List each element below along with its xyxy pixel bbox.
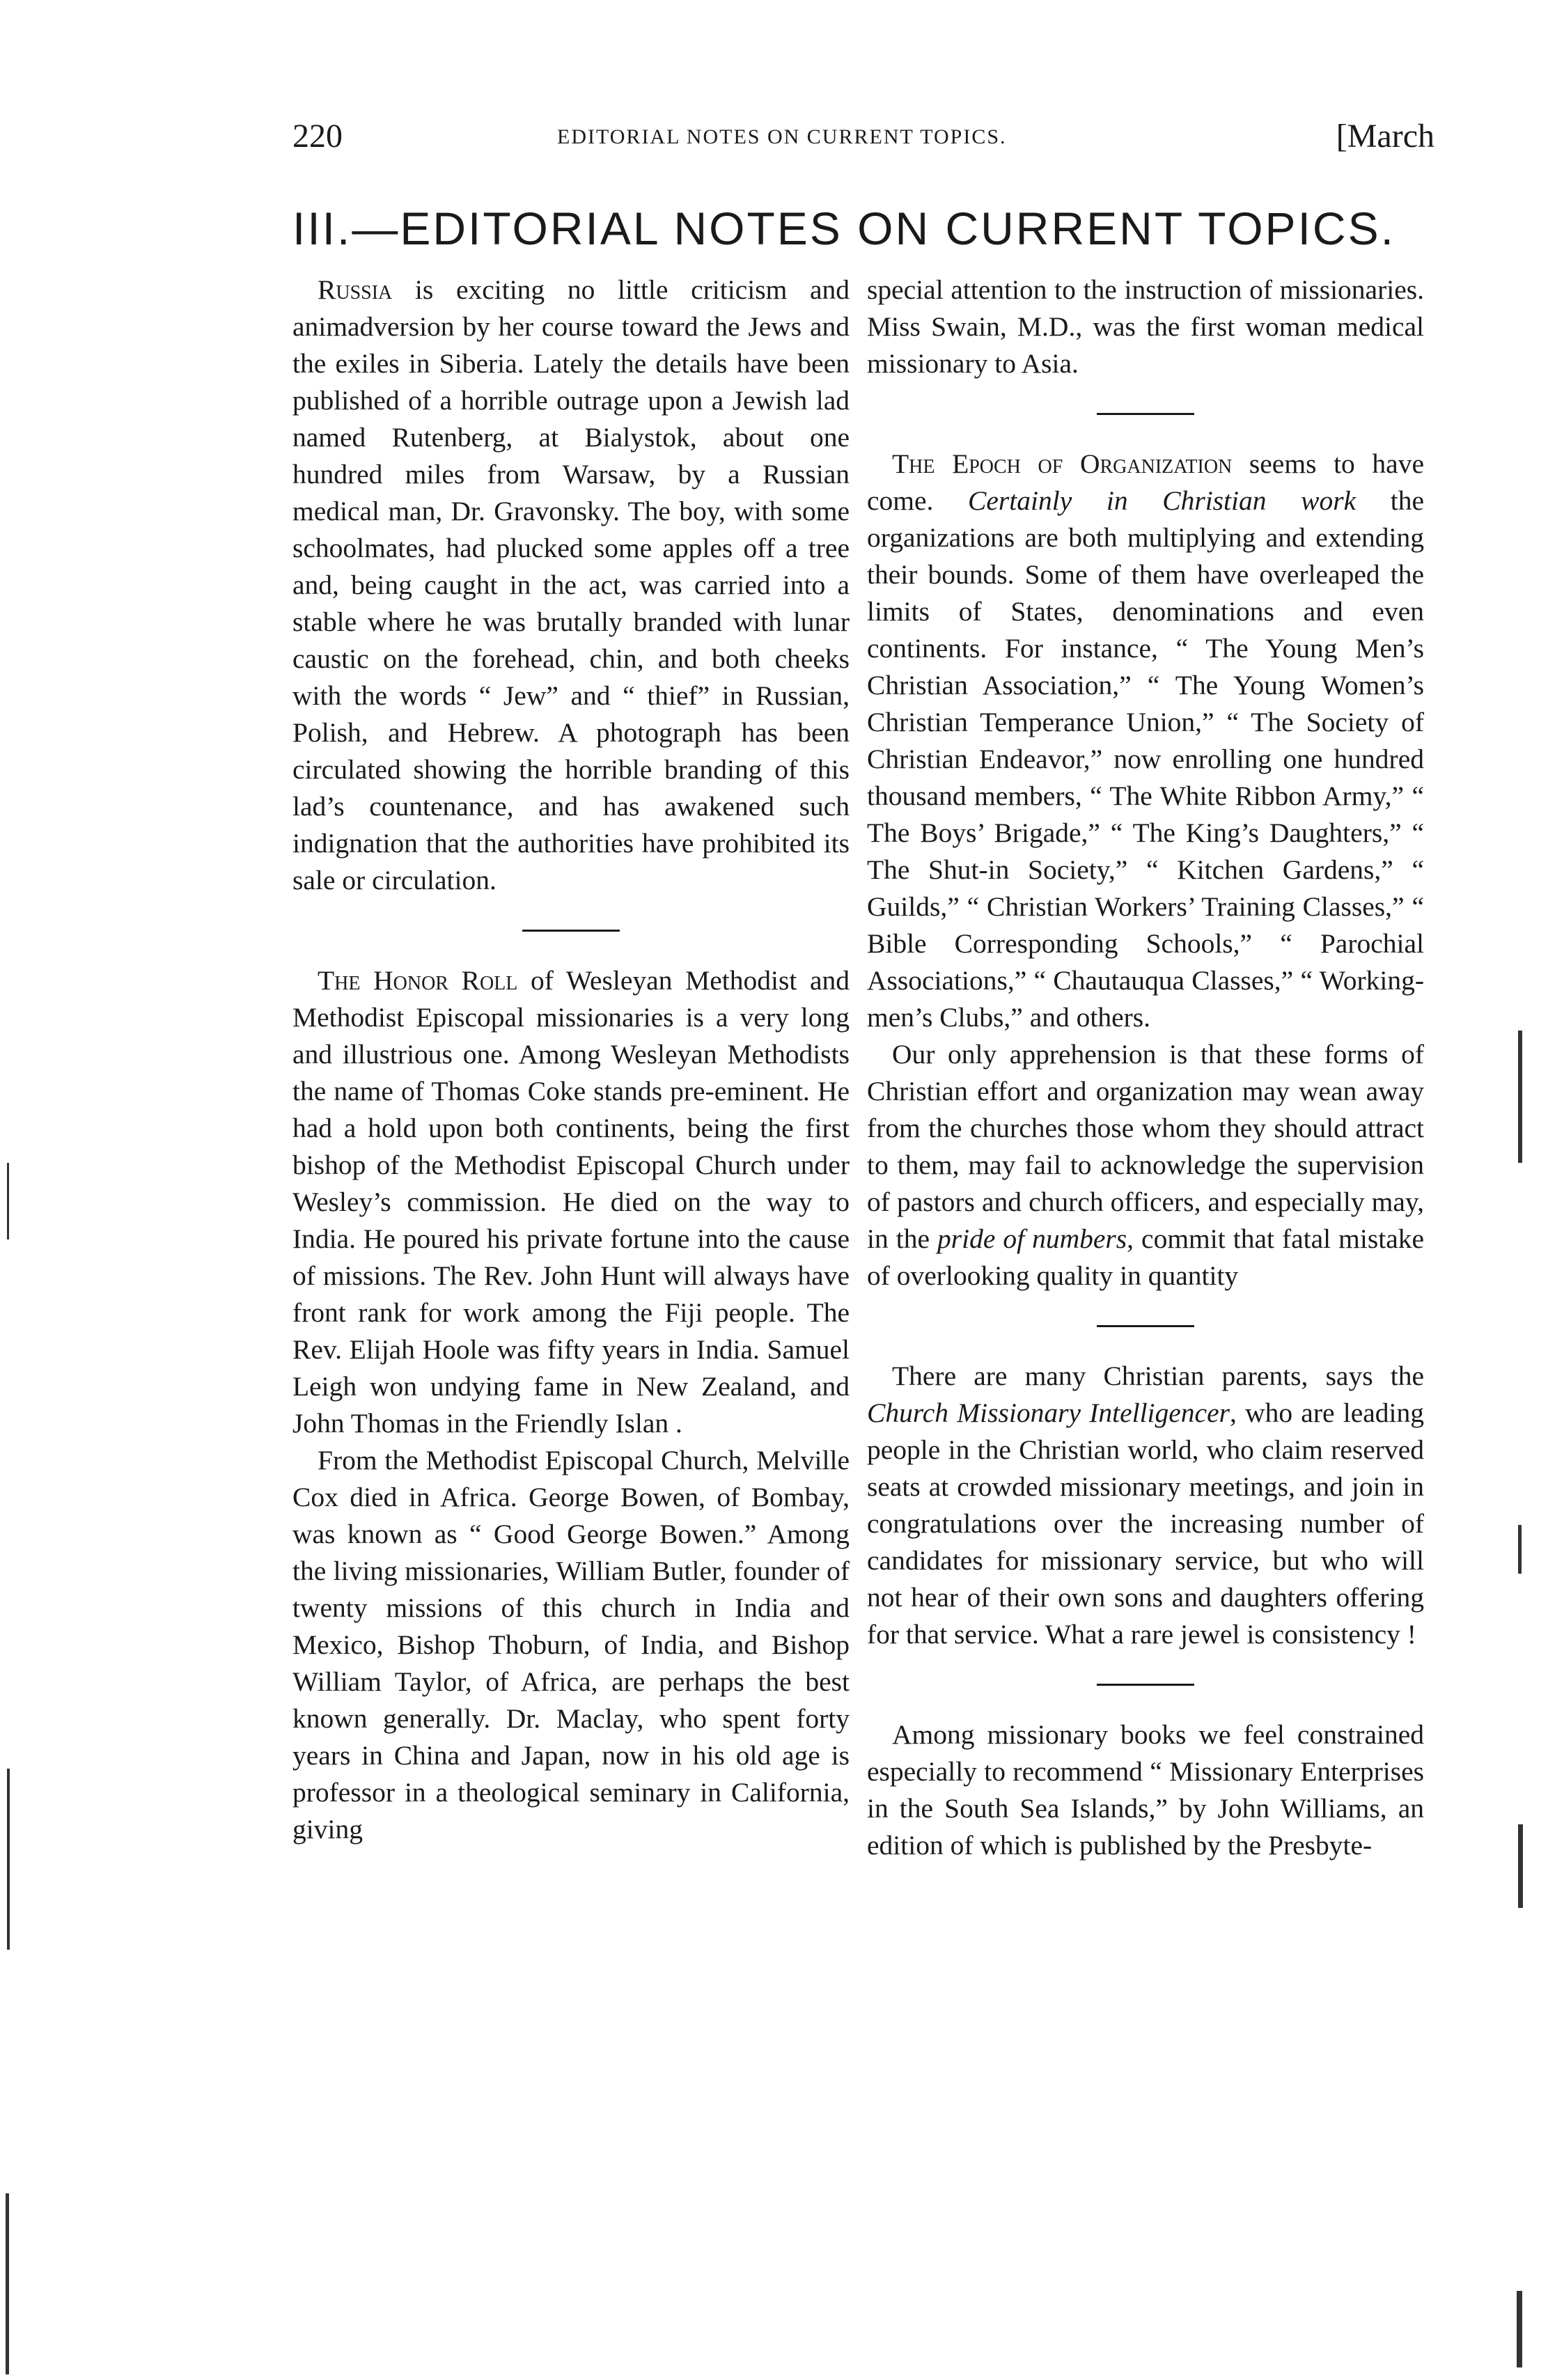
scan-artifact: [7, 1769, 10, 1950]
paragraph-body: There are many Christian parents, says the: [892, 1361, 1424, 1391]
paragraph-body: seems to have come.: [867, 448, 1424, 516]
paragraph-missionary-books: [867, 1716, 1424, 1864]
paragraph-russia: [292, 272, 850, 899]
left-column: [292, 272, 850, 2347]
section-divider: [522, 930, 620, 932]
running-title: EDITORIAL NOTES ON CURRENT TOPICS.: [557, 125, 1007, 148]
scan-artifact: [1518, 1824, 1523, 1908]
paragraph-body: Our only apprehension is that these forms of Christian effort and organization may wean away from the churches those whom they should attract to them, may fail to acknowledge the supervision of pastors and church officers, and especially may, in the: [867, 1039, 1424, 1254]
paragraph-continuation: [867, 272, 1424, 382]
section-divider: [1097, 1684, 1194, 1686]
paragraph-lead: Russia: [318, 274, 393, 305]
scan-artifact: [6, 2193, 9, 2374]
scan-artifact: [1518, 1031, 1522, 1163]
scan-artifact: [7, 1163, 9, 1239]
paragraph-apprehension: [867, 1036, 1424, 1294]
paragraph-body: special attention to the instruction of missionaries. Miss Swain, M.D., was the first woman medical missionary to Asia.: [867, 274, 1424, 379]
paragraph-honor-roll: [292, 962, 850, 1442]
section-divider: [1097, 413, 1194, 415]
section-divider: [1097, 1325, 1194, 1327]
right-column: [867, 272, 1424, 2347]
scan-artifact: [1518, 1525, 1522, 1574]
paragraph-body: of Wesleyan Methodist and Methodist Episcopal missionaries is a very long and illustrious one. Among Wesleyan Methodists the name of Thomas Coke stands pre-eminent. He had a hold upon both continents, being the first bishop of the Methodist Episcopal Church under Wesley’s commission. He died on the way to India. He poured his private fortune into the cause of missions. The Rev. John Hunt will always have front rank for work among the Fiji people. The Rev. Elijah Hoole was fifty years in India. Samuel Leigh won undying fame in New Zealand, and John Thomas in the Friendly Islan .: [292, 965, 850, 1439]
paragraph-body: is exciting no little criticism and animadversion by her course toward the Jews and the exiles in Siberia. Lately the details have been published of a horrible outrage upon a Jewish lad named Rutenberg, at Bialystok, about one hundred miles from Warsaw, by a Russian medical man, Dr. Gravonsky. The boy, with some schoolmates, had plucked some apples off a tree and, being caught in the act, was carried into a stable where he was brutally branded with lunar caustic on the forehead, chin, and both cheeks with the words “ Jew” and “ thief” in Russian, Polish, and Hebrew. A photograph has been circulated showing the horrible branding of this lad’s countenance, and has awakened such indignation that the authorities have prohibited its sale or circulation.: [292, 274, 850, 895]
section-title: III.—EDITORIAL NOTES ON CURRENT TOPICS.: [292, 203, 1395, 254]
paragraph-body: , commit that fatal mistake of overlooking quality in quantity: [867, 1223, 1424, 1291]
paragraph-methodist-episcopal: [292, 1442, 850, 1848]
italic-phrase: Church Missionary Intelligencer: [867, 1398, 1230, 1428]
paragraph-body: Among missionary books we feel constrained especially to recommend “ Missionary Enterprises in the South Sea Islands,” by John Williams, an edition of which is published by the Presbyte-: [867, 1719, 1424, 1861]
paragraph-epoch-of-organization: [867, 446, 1424, 1036]
paragraph-lead: The Epoch of Organization: [892, 448, 1233, 479]
page-header: [292, 117, 1434, 166]
paragraph-body: , who are leading people in the Christian world, who claim reserved seats at crowded missionary meetings, and join in congratulations over the increasing number of candidates for missionary service, but who will not hear of their own sons and daughters offering for that service. What a rare jewel is consistency !: [867, 1398, 1424, 1650]
header-month: [March: [1336, 118, 1434, 155]
page-number: 220: [292, 118, 343, 155]
scan-artifact: [1517, 2291, 1522, 2367]
paragraph-body: From the Methodist Episcopal Church, Melville Cox died in Africa. George Bowen, of Bombay, was known as “ Good George Bowen.” Among the living missionaries, William Butler, founder of twenty missions of this church in India and Mexico, Bishop Thoburn, of India, and Bishop William Taylor, of Africa, are perhaps the best known generally. Dr. Maclay, who spent forty years in China and Japan, now in his old age is professor in a theological seminary in California, giving: [292, 1445, 850, 1845]
italic-phrase: pride of numbers: [937, 1223, 1127, 1254]
paragraph-christian-parents: [867, 1358, 1424, 1653]
paragraph-body: the organizations are both multiplying and extending their bounds. Some of them have overleaped the limits of States, denominations and even continents. For instance, “ The Young Men’s Christian Association,” “ The Young Women’s Christian Temperance Union,” “ The Society of Christian Endeavor,” now enrolling one hundred thousand members, “ The White Ribbon Army,” “ The Boys’ Brigade,” “ The King’s Daughters,” “ The Shut-in Society,” “ Kitchen Gardens,” “ Guilds,” “ Christian Workers’ Training Classes,” “ Bible Corresponding Schools,” “ Parochial Associations,” “ Chautauqua Classes,” “ Working-men’s Clubs,” and others.: [867, 485, 1424, 1033]
paragraph-lead: The Honor Roll: [318, 965, 518, 996]
italic-phrase: Certainly in Christian work: [968, 485, 1357, 516]
